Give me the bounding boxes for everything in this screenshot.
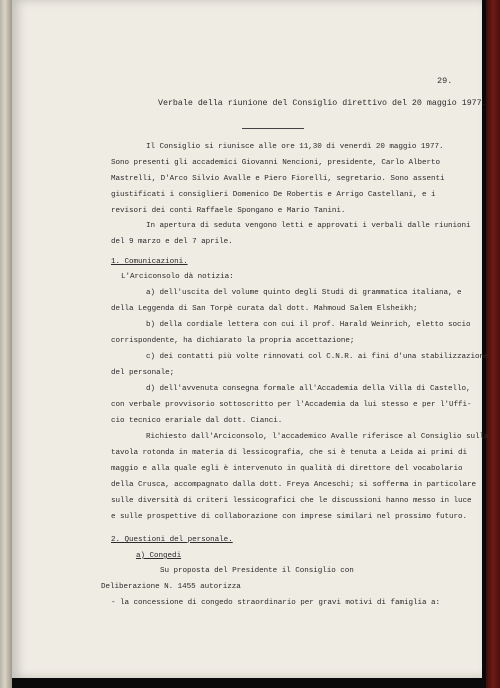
text-line: revisori dei conti Raffaele Spongano e Mario Tanini. <box>111 207 346 215</box>
text-line: Il Consiglio si riunisce alle ore 11,30 di venerdì 20 maggio 1977. <box>146 143 444 151</box>
text-line: del personale; <box>111 369 175 377</box>
text-line: tavola rotonda in materia di lessicografia, che si è tenuta a Leida ai primi di <box>111 449 468 457</box>
text-line: del 9 marzo e del 7 aprile. <box>111 238 233 246</box>
page-binding-edge <box>0 0 12 688</box>
section-heading: 1. Comunicazioni. <box>111 258 188 266</box>
text-line: sulle diversità di criteri lessicografici che le discussioni hanno messo in luce <box>111 497 472 505</box>
book-cover-edge <box>486 0 500 688</box>
document-page <box>12 0 489 678</box>
page-title: Verbale della riunione del Consiglio direttivo del 20 maggio 1977. <box>158 99 487 108</box>
text-line: d) dell'avvenuta consegna formale all'Accademia della Villa di Castello, <box>146 385 471 393</box>
text-line: Richiesto dall'Arciconsolo, l'accademico Avalle riferisce al Consiglio sulla <box>146 433 489 441</box>
text-line: maggio e alla quale egli è intervenuto in qualità di direttore del vocabolario <box>111 465 463 473</box>
text-line: Deliberazione N. 1455 autorizza <box>101 583 241 591</box>
subsection-heading: a) Congedi <box>136 552 182 560</box>
text-line: della Leggenda di San Torpè curata dal dott. Mahmoud Salem Elsheikh; <box>111 305 418 313</box>
text-line: L'Arciconsolo dà notizia: <box>121 273 234 281</box>
text-line: In apertura di seduta vengono letti e approvati i verbali dalle riunioni <box>146 222 471 230</box>
text-line: corrispondente, ha dichiarato la propria accettazione; <box>111 337 355 345</box>
text-line: c) dei contatti più volte rinnovati col C.N.R. ai fini d'una stabilizzazione <box>146 353 489 361</box>
section-heading: 2. Questioni del personale. <box>111 536 233 544</box>
text-line: b) della cordiale lettera con cui il prof. Harald Weinrich, eletto socio <box>146 321 471 329</box>
text-line: Mastrelli, D'Arco Silvio Avalle e Piero Fiorelli, segretario. Sono assenti <box>111 175 445 183</box>
text-line: cio tecnico erariale dal dott. Cianci. <box>111 417 283 425</box>
text-line: Sono presenti gli accademici Giovanni Nencioni, presidente, Carlo Alberto <box>111 159 441 167</box>
text-line: Su proposta del Presidente il Consiglio con <box>160 567 354 575</box>
text-line: e sulle prospettive di collaborazione con imprese similari nel prossimo futuro. <box>111 513 468 521</box>
title-divider <box>242 128 304 129</box>
text-line: giustificati i consiglieri Domenico De Robertis e Arrigo Castellani, e i <box>111 191 436 199</box>
text-line: della Crusca, accompagnato dalla dott. Freya Anceschi; si sofferma in particolare <box>111 481 477 489</box>
page-number: 29. <box>437 76 453 86</box>
text-line: con verbale provvisorio sottoscritto per l'Accademia da lui stesso e per l'Uffi- <box>111 401 472 409</box>
text-line: a) dell'uscita del volume quinto degli Studi di grammatica italiana, e <box>146 289 462 297</box>
text-line: - la concessione di congedo straordinario per gravi motivi di famiglia a: <box>111 599 441 607</box>
